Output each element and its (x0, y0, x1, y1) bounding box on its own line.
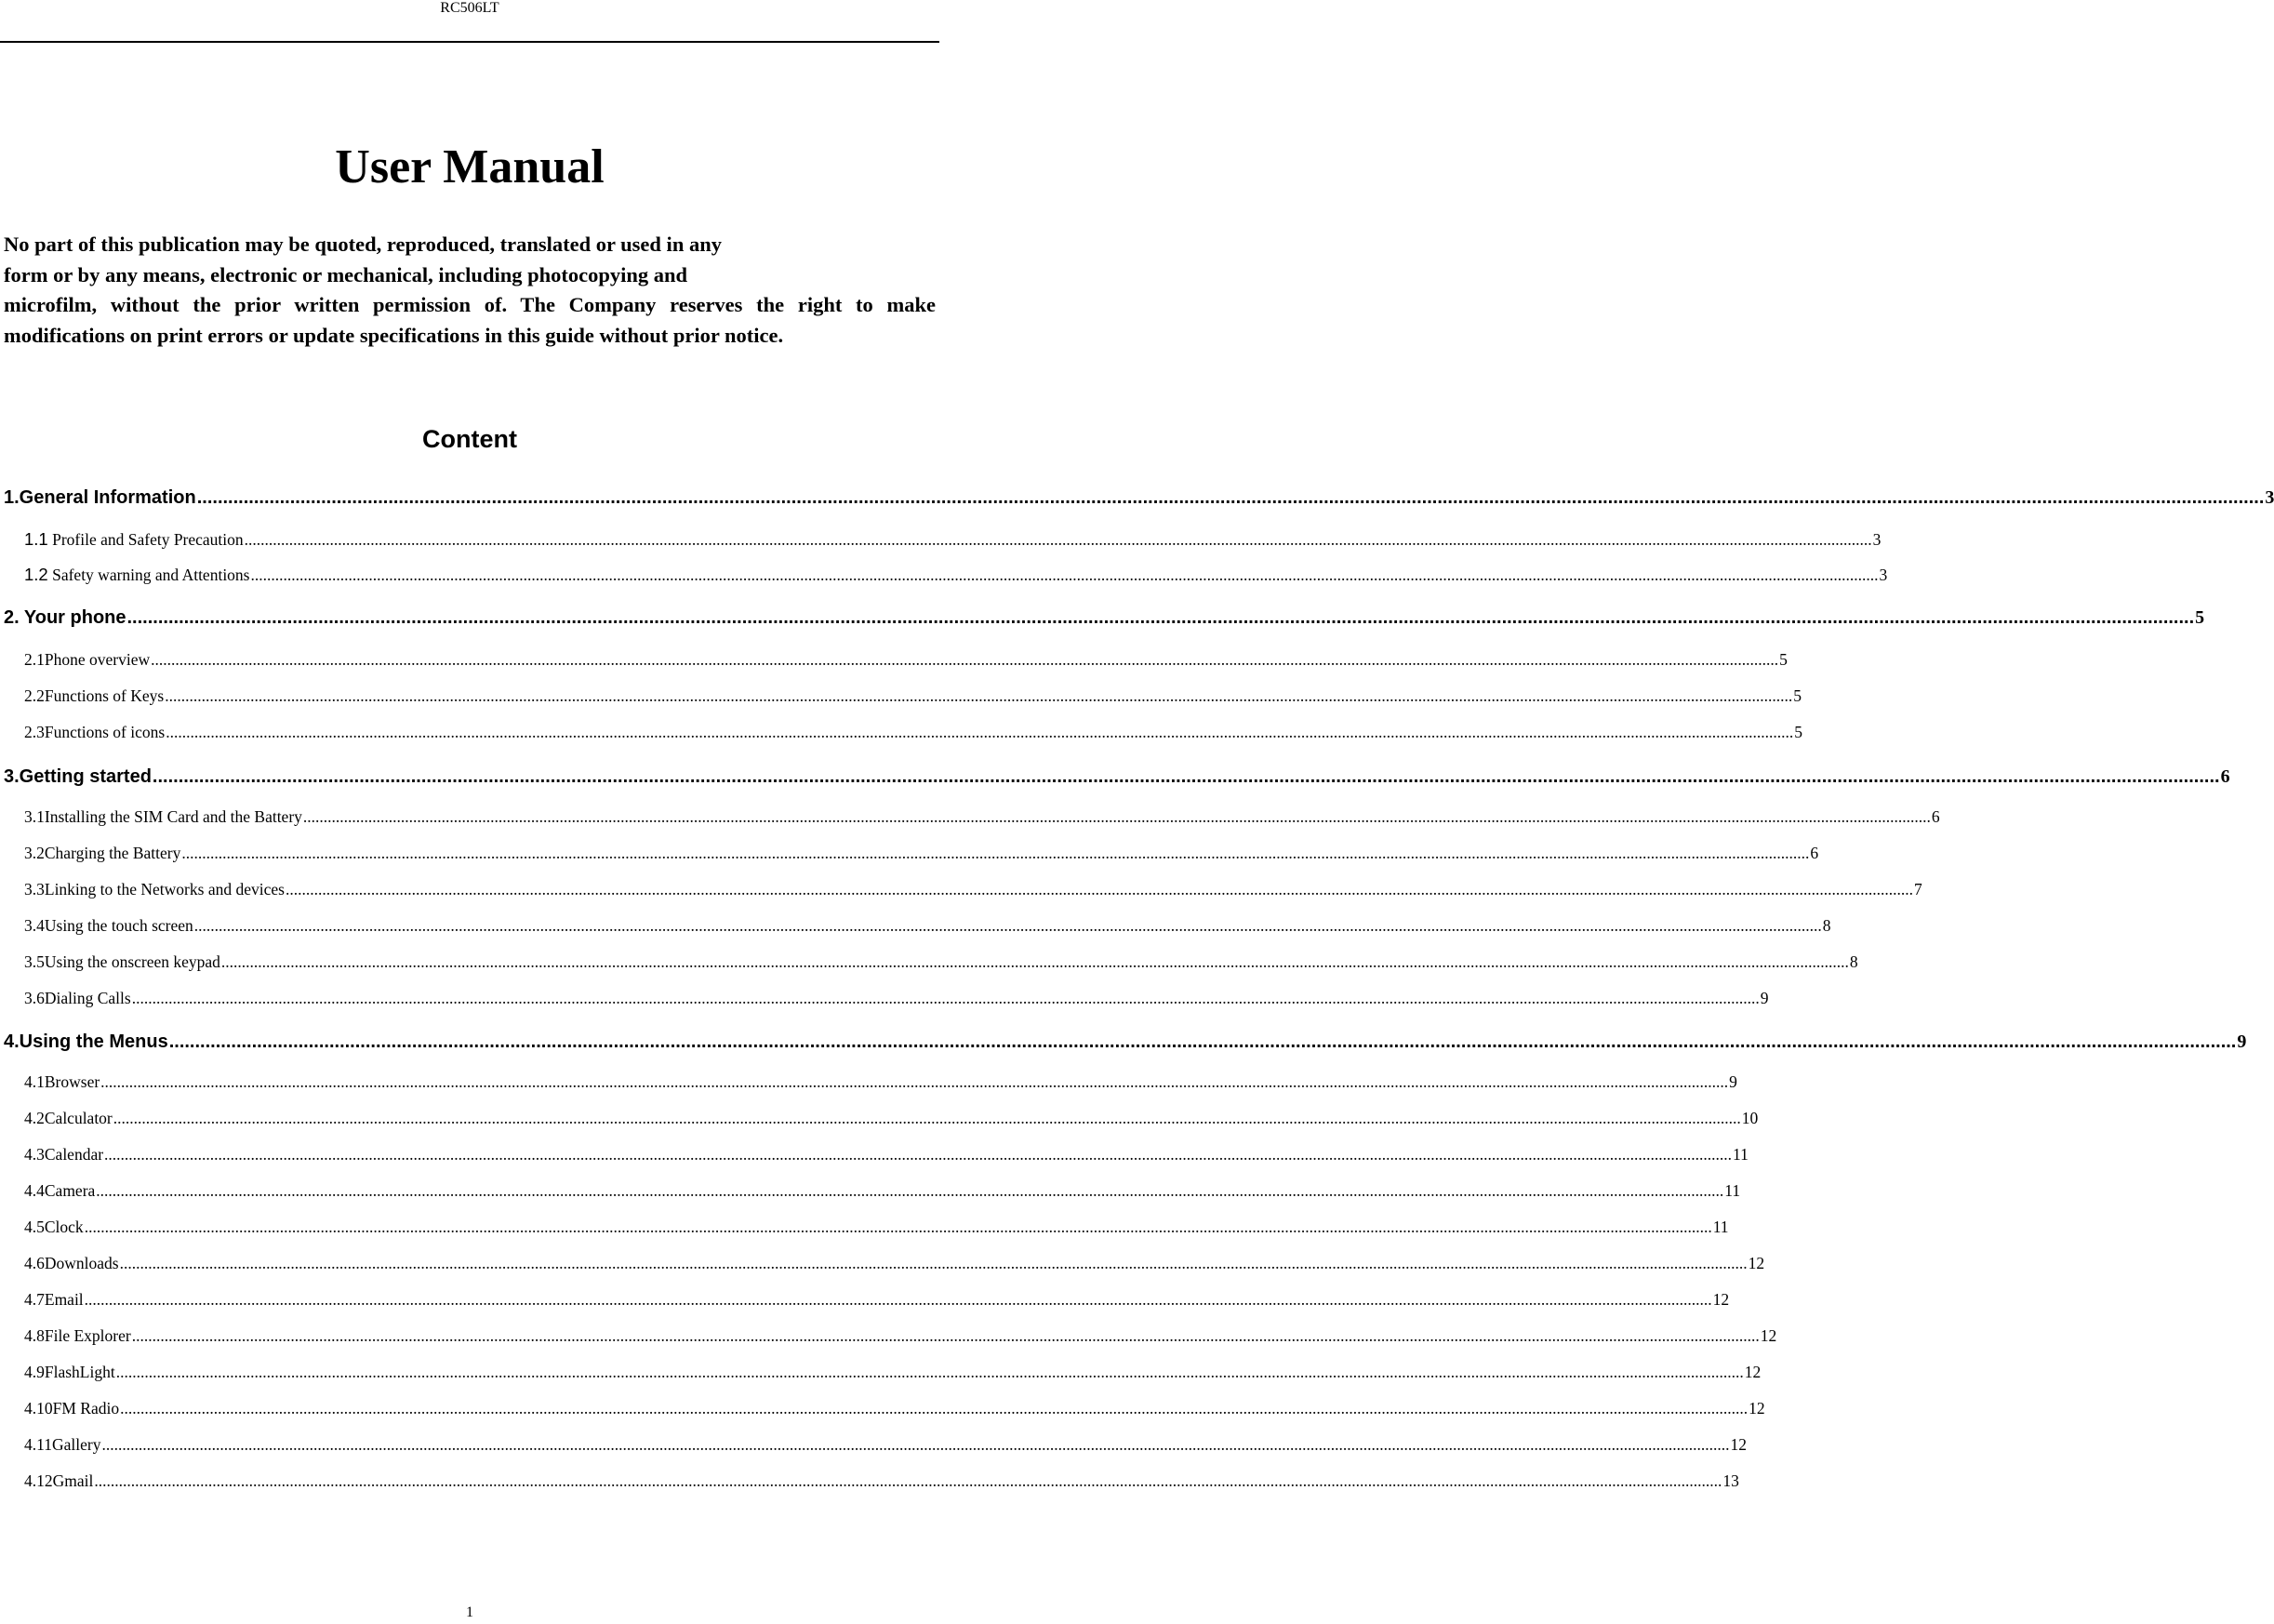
toc-subsection-entry[interactable] (24, 842, 1819, 864)
toc-leader-dots: ................................................................................................................................................................................................................................................................................................................................................................................................................ (181, 844, 1810, 862)
notice-line: form or by any means, electronic or mechanical, including photocopying and (4, 262, 688, 286)
toc-subsection-entry[interactable] (24, 1071, 1737, 1093)
toc-leader-dots: ................................................................................................................................................................................................................................................................................................................................................................................................................ (302, 807, 1931, 826)
toc-page-number: 10 (1741, 1109, 1759, 1127)
toc-leader-dots: ................................................................................................................................................................................................................................................................................................................................................................................................................ (196, 487, 2265, 508)
toc-subsection-entry[interactable] (24, 1107, 1759, 1129)
toc-page-number: 3 (1879, 566, 1888, 584)
toc-page-number: 9 (1760, 989, 1769, 1007)
toc-subsection-entry[interactable] (24, 1433, 1747, 1456)
toc-page-number: 12 (1712, 1290, 1730, 1309)
toc-subsection-entry[interactable] (24, 914, 1831, 937)
toc-leader-dots: ................................................................................................................................................................................................................................................................................................................................................................................................................ (101, 1435, 1730, 1454)
toc-subsection-entry[interactable] (24, 1143, 1749, 1165)
header-model: RC506LT (440, 0, 499, 16)
toc-entry-title: Profile and Safety Precaution (47, 530, 244, 549)
toc-subsection-entry[interactable] (24, 564, 1888, 586)
toc-page-number: 8 (1849, 952, 1858, 971)
toc-page-number: 12 (1744, 1363, 1762, 1381)
toc-leader-dots: ................................................................................................................................................................................................................................................................................................................................................................................................................ (193, 916, 1822, 935)
toc-leader-dots: ................................................................................................................................................................................................................................................................................................................................................................................................................ (152, 766, 2220, 787)
toc-page-number: 3 (2265, 487, 2274, 508)
toc-subsection-entry[interactable] (24, 528, 1882, 551)
toc-entry-label: 4.8File Explorer (24, 1326, 131, 1345)
toc-page-number: 9 (1729, 1072, 1737, 1091)
toc-page-number: 5 (1779, 650, 1788, 669)
toc-entry-label: 4.12Gmail (24, 1471, 94, 1490)
toc-page-number: 9 (2237, 1032, 2247, 1052)
toc-subsection-entry[interactable] (24, 721, 1802, 743)
toc-entry-label: 3.2Charging the Battery (24, 844, 181, 862)
toc-page-number: 13 (1722, 1471, 1739, 1490)
toc-leader-dots: ................................................................................................................................................................................................................................................................................................................................................................................................................ (126, 607, 2195, 628)
toc-entry-label (24, 528, 244, 551)
toc-leader-dots: ................................................................................................................................................................................................................................................................................................................................................................................................................ (84, 1290, 1712, 1309)
toc-entry-label: 4.1Browser (24, 1072, 100, 1091)
toc-entry-label: 4.Using the Menus (4, 1032, 168, 1052)
toc-entry-label: 4.9FlashLight (24, 1363, 115, 1381)
notice-line: modifications on print errors or update specifications in this guide without prior notice. (4, 324, 784, 348)
toc-subsection-entry[interactable] (24, 1252, 1765, 1274)
toc-page-number: 6 (1931, 807, 1940, 826)
toc-subsection-entry[interactable] (24, 951, 1858, 973)
toc-leader-dots: ................................................................................................................................................................................................................................................................................................................................................................................................................ (100, 1072, 1729, 1091)
toc-page-number: 7 (1913, 880, 1922, 899)
toc-page-number: 5 (1793, 686, 1802, 705)
toc-entry-label: 4.7Email (24, 1290, 84, 1309)
toc-entry-label: 3.3Linking to the Networks and devices (24, 880, 285, 899)
toc-entry-label: 4.6Downloads (24, 1254, 119, 1272)
toc-section-entry[interactable] (4, 606, 2205, 630)
toc-subsection-entry[interactable] (24, 987, 1769, 1009)
toc-entry-label: 2.2Functions of Keys (24, 686, 165, 705)
toc-subsection-entry[interactable] (24, 648, 1788, 671)
toc-entry-label: 4.10FM Radio (24, 1399, 120, 1418)
page-header (0, 0, 939, 43)
toc-leader-dots: ................................................................................................................................................................................................................................................................................................................................................................................................................ (151, 650, 1779, 669)
toc-entry-label: 4.5Clock (24, 1218, 84, 1236)
toc-entry-label: 4.4Camera (24, 1181, 96, 1200)
toc-leader-dots: ................................................................................................................................................................................................................................................................................................................................................................................................................ (165, 686, 1793, 705)
toc-leader-dots: ................................................................................................................................................................................................................................................................................................................................................................................................................ (131, 989, 1760, 1007)
toc-page-number: 12 (1748, 1254, 1765, 1272)
toc-entry-label: 2.3Functions of icons (24, 723, 166, 741)
toc-page-number: 12 (1749, 1399, 1765, 1418)
toc-section-entry[interactable] (4, 1030, 2247, 1054)
toc-leader-dots: ................................................................................................................................................................................................................................................................................................................................................................................................................ (250, 566, 1879, 584)
toc-entry-label: 3.6Dialing Calls (24, 989, 131, 1007)
toc-subsection-entry[interactable] (24, 685, 1802, 707)
toc-leader-dots: ................................................................................................................................................................................................................................................................................................................................................................................................................ (168, 1032, 2237, 1052)
toc-page-number: 11 (1712, 1218, 1729, 1236)
toc-page-number: 12 (1760, 1326, 1777, 1345)
page-number: 1 (466, 1604, 473, 1620)
toc-page-number: 11 (1724, 1181, 1741, 1200)
toc-entry-label: 1.General Information (4, 487, 196, 508)
toc-subsection-entry[interactable] (24, 1470, 1739, 1492)
toc-subsection-entry[interactable] (24, 805, 1940, 828)
toc-subsection-entry[interactable] (24, 1397, 1765, 1419)
toc-leader-dots: ................................................................................................................................................................................................................................................................................................................................................................................................................ (166, 723, 1794, 741)
toc-entry-label: 3.1Installing the SIM Card and the Battery (24, 807, 302, 826)
notice-line: microfilm, without the prior written permission of. The Company reserves the right to make (4, 293, 936, 317)
toc-leader-dots: ................................................................................................................................................................................................................................................................................................................................................................................................................ (84, 1218, 1712, 1236)
toc-leader-dots: ................................................................................................................................................................................................................................................................................................................................................................................................................ (119, 1254, 1748, 1272)
toc-leader-dots: ................................................................................................................................................................................................................................................................................................................................................................................................................ (94, 1471, 1722, 1490)
toc-page-number: 6 (2220, 766, 2230, 787)
toc-entry-label: 3.Getting started (4, 766, 152, 787)
toc-leader-dots: ................................................................................................................................................................................................................................................................................................................................................................................................................ (115, 1363, 1744, 1381)
toc-entry-label: 4.3Calendar (24, 1145, 104, 1164)
toc-leader-dots: ................................................................................................................................................................................................................................................................................................................................................................................................................ (113, 1109, 1741, 1127)
notice-line: No part of this publication may be quoted, reproduced, translated or used in any (4, 233, 722, 256)
toc-leader-dots: ................................................................................................................................................................................................................................................................................................................................................................................................................ (285, 880, 1913, 899)
toc-subsection-entry[interactable] (24, 1179, 1741, 1202)
toc-leader-dots: ................................................................................................................................................................................................................................................................................................................................................................................................................ (244, 530, 1872, 549)
toc-entry-label: 3.4Using the touch screen (24, 916, 193, 935)
toc-entry-title: Safety warning and Attentions (47, 566, 250, 584)
toc-page-number: 5 (2195, 607, 2205, 628)
toc-subsection-entry[interactable] (24, 878, 1922, 900)
toc-subsection-entry[interactable] (24, 1361, 1762, 1383)
toc-entry-label: 3.5Using the onscreen keypad (24, 952, 220, 971)
toc-entry-number: 1.1 (24, 529, 48, 549)
toc-page-number: 3 (1872, 530, 1882, 549)
toc-entry-label: 2.1Phone overview (24, 650, 151, 669)
toc-section-entry[interactable] (4, 486, 2274, 510)
copyright-notice (4, 230, 936, 352)
toc-leader-dots: ................................................................................................................................................................................................................................................................................................................................................................................................................ (120, 1399, 1749, 1418)
toc-entry-label: 4.2Calculator (24, 1109, 113, 1127)
toc-entry-label (24, 564, 250, 586)
toc-page-number: 5 (1794, 723, 1802, 741)
toc-subsection-entry[interactable] (24, 1288, 1730, 1311)
toc-entry-label: 4.11Gallery (24, 1435, 101, 1454)
toc-leader-dots: ................................................................................................................................................................................................................................................................................................................................................................................................................ (131, 1326, 1760, 1345)
toc-page-number: 11 (1733, 1145, 1749, 1164)
toc-leader-dots: ................................................................................................................................................................................................................................................................................................................................................................................................................ (104, 1145, 1733, 1164)
toc-page-number: 6 (1810, 844, 1819, 862)
toc-leader-dots: ................................................................................................................................................................................................................................................................................................................................................................................................................ (220, 952, 1849, 971)
toc-section-entry[interactable] (4, 765, 2230, 789)
toc-subsection-entry[interactable] (24, 1216, 1729, 1238)
toc-entry-label: 2. Your phone (4, 607, 126, 628)
toc-subsection-entry[interactable] (24, 1324, 1777, 1347)
document-title: User Manual (335, 140, 605, 193)
toc-entry-number: 1.2 (24, 565, 48, 584)
toc-page-number: 8 (1822, 916, 1831, 935)
toc-leader-dots: ................................................................................................................................................................................................................................................................................................................................................................................................................ (96, 1181, 1724, 1200)
content-heading: Content (422, 425, 517, 453)
toc-page-number: 12 (1730, 1435, 1747, 1454)
